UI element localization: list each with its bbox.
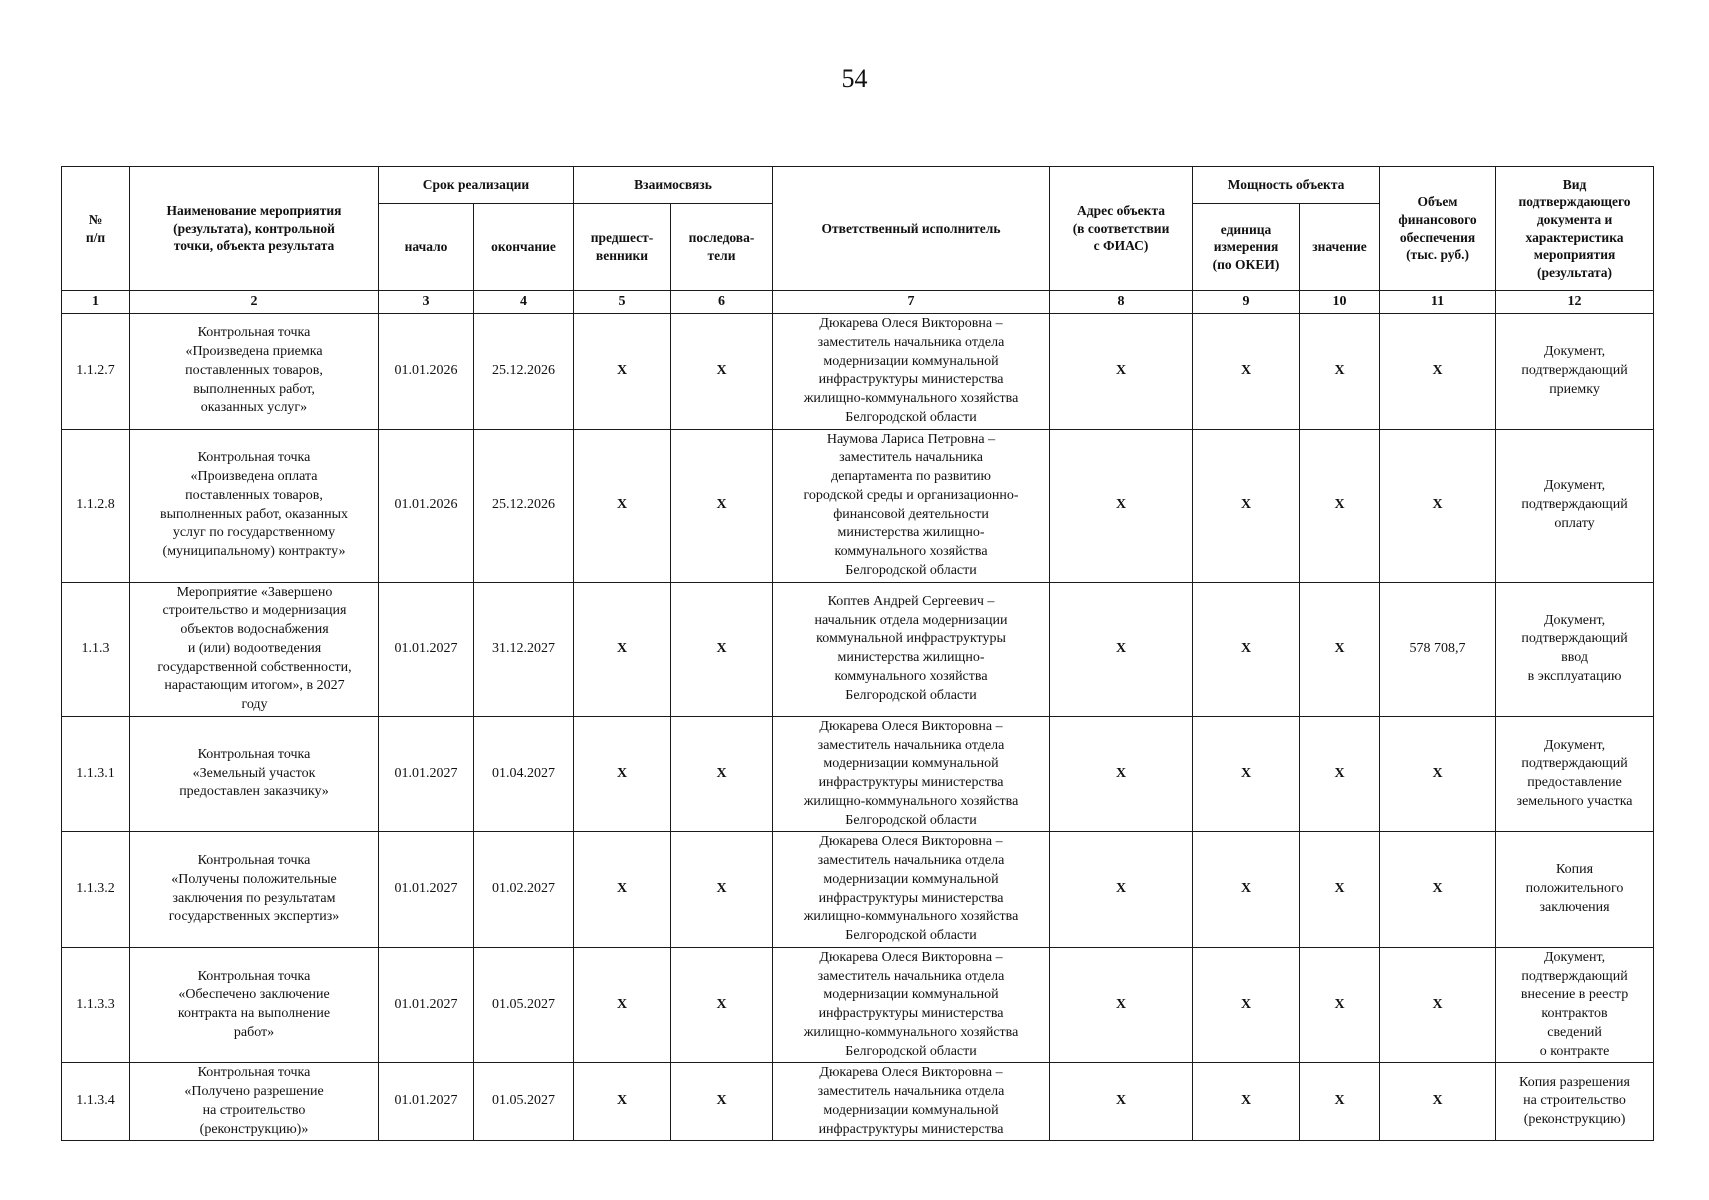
row-successors: X xyxy=(671,947,773,1063)
row-name: Контрольная точка «Земельный участок предоставлен заказчику» xyxy=(130,716,379,832)
row-executor: Дюкарева Олеся Викторовна – заместитель начальника отдела модернизации коммунальной инфраструктуры министерства xyxy=(773,1063,1050,1141)
header-start: начало xyxy=(379,204,474,291)
row-name: Контрольная точка «Произведена приемка поставленных товаров, выполненных работ, оказанных услуг» xyxy=(130,314,379,430)
column-number: 10 xyxy=(1300,291,1380,314)
row-funding: X xyxy=(1380,716,1496,832)
row-doc: Документ, подтверждающий внесение в реестр контрактов сведений о контракте xyxy=(1496,947,1654,1063)
header-address: Адрес объекта (в соответствии с ФИАС) xyxy=(1050,167,1193,291)
row-funding: X xyxy=(1380,947,1496,1063)
table-row xyxy=(62,832,1654,948)
row-end-date: 31.12.2027 xyxy=(474,582,574,716)
column-number: 9 xyxy=(1193,291,1300,314)
row-num: 1.1.3 xyxy=(62,582,130,716)
row-funding: X xyxy=(1380,832,1496,948)
row-doc: Документ, подтверждающий ввод в эксплуатацию xyxy=(1496,582,1654,716)
row-value: X xyxy=(1300,947,1380,1063)
row-doc: Копия разрешения на строительство (реконструкцию) xyxy=(1496,1063,1654,1141)
row-value: X xyxy=(1300,832,1380,948)
row-successors: X xyxy=(671,1063,773,1141)
row-value: X xyxy=(1300,314,1380,430)
row-name: Контрольная точка «Получено разрешение на строительство (реконструкцию)» xyxy=(130,1063,379,1141)
row-address: X xyxy=(1050,1063,1193,1141)
table-row xyxy=(62,582,1654,716)
row-unit: X xyxy=(1193,716,1300,832)
table-row xyxy=(62,429,1654,582)
header-num: № п/п xyxy=(62,167,130,291)
column-number: 6 xyxy=(671,291,773,314)
row-successors: X xyxy=(671,429,773,582)
row-value: X xyxy=(1300,429,1380,582)
table-header xyxy=(62,167,1654,314)
row-name: Контрольная точка «Получены положительные заключения по результатам государственных экспертиз» xyxy=(130,832,379,948)
row-end-date: 01.05.2027 xyxy=(474,947,574,1063)
row-funding: X xyxy=(1380,1063,1496,1141)
page-number: 54 xyxy=(841,64,868,93)
header-predecessors: предшест- венники xyxy=(574,204,671,291)
row-executor: Коптев Андрей Сергеевич – начальник отдела модернизации коммунальной инфраструктуры министерства жилищно- коммунального хозяйства Белгородской области xyxy=(773,582,1050,716)
row-address: X xyxy=(1050,947,1193,1063)
header-funding: Объем финансового обеспечения (тыс. руб.) xyxy=(1380,167,1496,291)
row-start-date: 01.01.2027 xyxy=(379,947,474,1063)
table-row xyxy=(62,1063,1654,1141)
row-unit: X xyxy=(1193,947,1300,1063)
row-value: X xyxy=(1300,582,1380,716)
row-predecessors: X xyxy=(574,1063,671,1141)
row-start-date: 01.01.2027 xyxy=(379,1063,474,1141)
row-executor: Дюкарева Олеся Викторовна – заместитель начальника отдела модернизации коммунальной инфраструктуры министерства жилищно-коммунального хозяйства Белгородской области xyxy=(773,947,1050,1063)
row-value: X xyxy=(1300,716,1380,832)
row-address: X xyxy=(1050,716,1193,832)
plan-table xyxy=(61,166,1654,1141)
row-unit: X xyxy=(1193,832,1300,948)
row-doc: Документ, подтверждающий приемку xyxy=(1496,314,1654,430)
row-funding: X xyxy=(1380,429,1496,582)
row-executor: Дюкарева Олеся Викторовна – заместитель начальника отдела модернизации коммунальной инфраструктуры министерства жилищно-коммунального хозяйства Белгородской области xyxy=(773,716,1050,832)
row-predecessors: X xyxy=(574,947,671,1063)
row-executor: Наумова Лариса Петровна – заместитель начальника департамента по развитию городской среды и организационно- финансовой деятельности министерства жилищно- коммунального хозяйства Белгородской области xyxy=(773,429,1050,582)
row-successors: X xyxy=(671,314,773,430)
row-num: 1.1.3.4 xyxy=(62,1063,130,1141)
column-numbers-row xyxy=(62,291,1654,314)
row-unit: X xyxy=(1193,1063,1300,1141)
row-doc: Документ, подтверждающий оплату xyxy=(1496,429,1654,582)
row-end-date: 25.12.2026 xyxy=(474,314,574,430)
row-address: X xyxy=(1050,429,1193,582)
row-predecessors: X xyxy=(574,429,671,582)
row-address: X xyxy=(1050,832,1193,948)
row-successors: X xyxy=(671,582,773,716)
row-num: 1.1.3.2 xyxy=(62,832,130,948)
header-capacity: Мощность объекта xyxy=(1193,167,1380,204)
column-number: 2 xyxy=(130,291,379,314)
row-address: X xyxy=(1050,314,1193,430)
header-unit: единица измерения (по ОКЕИ) xyxy=(1193,204,1300,291)
row-predecessors: X xyxy=(574,716,671,832)
column-number: 3 xyxy=(379,291,474,314)
row-executor: Дюкарева Олеся Викторовна – заместитель начальника отдела модернизации коммунальной инфраструктуры министерства жилищно-коммунального хозяйства Белгородской области xyxy=(773,832,1050,948)
row-predecessors: X xyxy=(574,314,671,430)
column-number: 12 xyxy=(1496,291,1654,314)
row-executor: Дюкарева Олеся Викторовна – заместитель начальника отдела модернизации коммунальной инфраструктуры министерства жилищно-коммунального хозяйства Белгородской области xyxy=(773,314,1050,430)
row-name: Мероприятие «Завершено строительство и модернизация объектов водоснабжения и (или) водоотведения государственной собственности, нарастающим итогом», в 2027 году xyxy=(130,582,379,716)
table-row xyxy=(62,947,1654,1063)
column-number: 1 xyxy=(62,291,130,314)
header-name: Наименование мероприятия (результата), контрольной точки, объекта результата xyxy=(130,167,379,291)
header-doc: Вид подтверждающего документа и характеристика мероприятия (результата) xyxy=(1496,167,1654,291)
row-value: X xyxy=(1300,1063,1380,1141)
row-doc: Копия положительного заключения xyxy=(1496,832,1654,948)
row-end-date: 25.12.2026 xyxy=(474,429,574,582)
row-start-date: 01.01.2027 xyxy=(379,582,474,716)
row-end-date: 01.05.2027 xyxy=(474,1063,574,1141)
row-doc: Документ, подтверждающий предоставление земельного участка xyxy=(1496,716,1654,832)
column-number: 8 xyxy=(1050,291,1193,314)
row-end-date: 01.04.2027 xyxy=(474,716,574,832)
column-number: 5 xyxy=(574,291,671,314)
header-relation: Взаимосвязь xyxy=(574,167,773,204)
row-funding: 578 708,7 xyxy=(1380,582,1496,716)
row-unit: X xyxy=(1193,582,1300,716)
row-num: 1.1.2.8 xyxy=(62,429,130,582)
row-num: 1.1.2.7 xyxy=(62,314,130,430)
header-successors: последова- тели xyxy=(671,204,773,291)
row-start-date: 01.01.2026 xyxy=(379,429,474,582)
row-funding: X xyxy=(1380,314,1496,430)
row-name: Контрольная точка «Произведена оплата поставленных товаров, выполненных работ, оказанных услуг по государственному (муниципальному) контракту» xyxy=(130,429,379,582)
column-number: 4 xyxy=(474,291,574,314)
header-executor: Ответственный исполнитель xyxy=(773,167,1050,291)
table-body xyxy=(62,314,1654,1141)
row-start-date: 01.01.2026 xyxy=(379,314,474,430)
table-row xyxy=(62,314,1654,430)
row-predecessors: X xyxy=(574,832,671,948)
row-unit: X xyxy=(1193,429,1300,582)
row-num: 1.1.3.1 xyxy=(62,716,130,832)
header-period: Срок реализации xyxy=(379,167,574,204)
header-end: окончание xyxy=(474,204,574,291)
header-value: значение xyxy=(1300,204,1380,291)
row-predecessors: X xyxy=(574,582,671,716)
row-start-date: 01.01.2027 xyxy=(379,832,474,948)
row-successors: X xyxy=(671,832,773,948)
table-row xyxy=(62,716,1654,832)
row-num: 1.1.3.3 xyxy=(62,947,130,1063)
row-unit: X xyxy=(1193,314,1300,430)
row-address: X xyxy=(1050,582,1193,716)
row-successors: X xyxy=(671,716,773,832)
column-number: 7 xyxy=(773,291,1050,314)
row-name: Контрольная точка «Обеспечено заключение контракта на выполнение работ» xyxy=(130,947,379,1063)
row-end-date: 01.02.2027 xyxy=(474,832,574,948)
row-start-date: 01.01.2027 xyxy=(379,716,474,832)
column-number: 11 xyxy=(1380,291,1496,314)
